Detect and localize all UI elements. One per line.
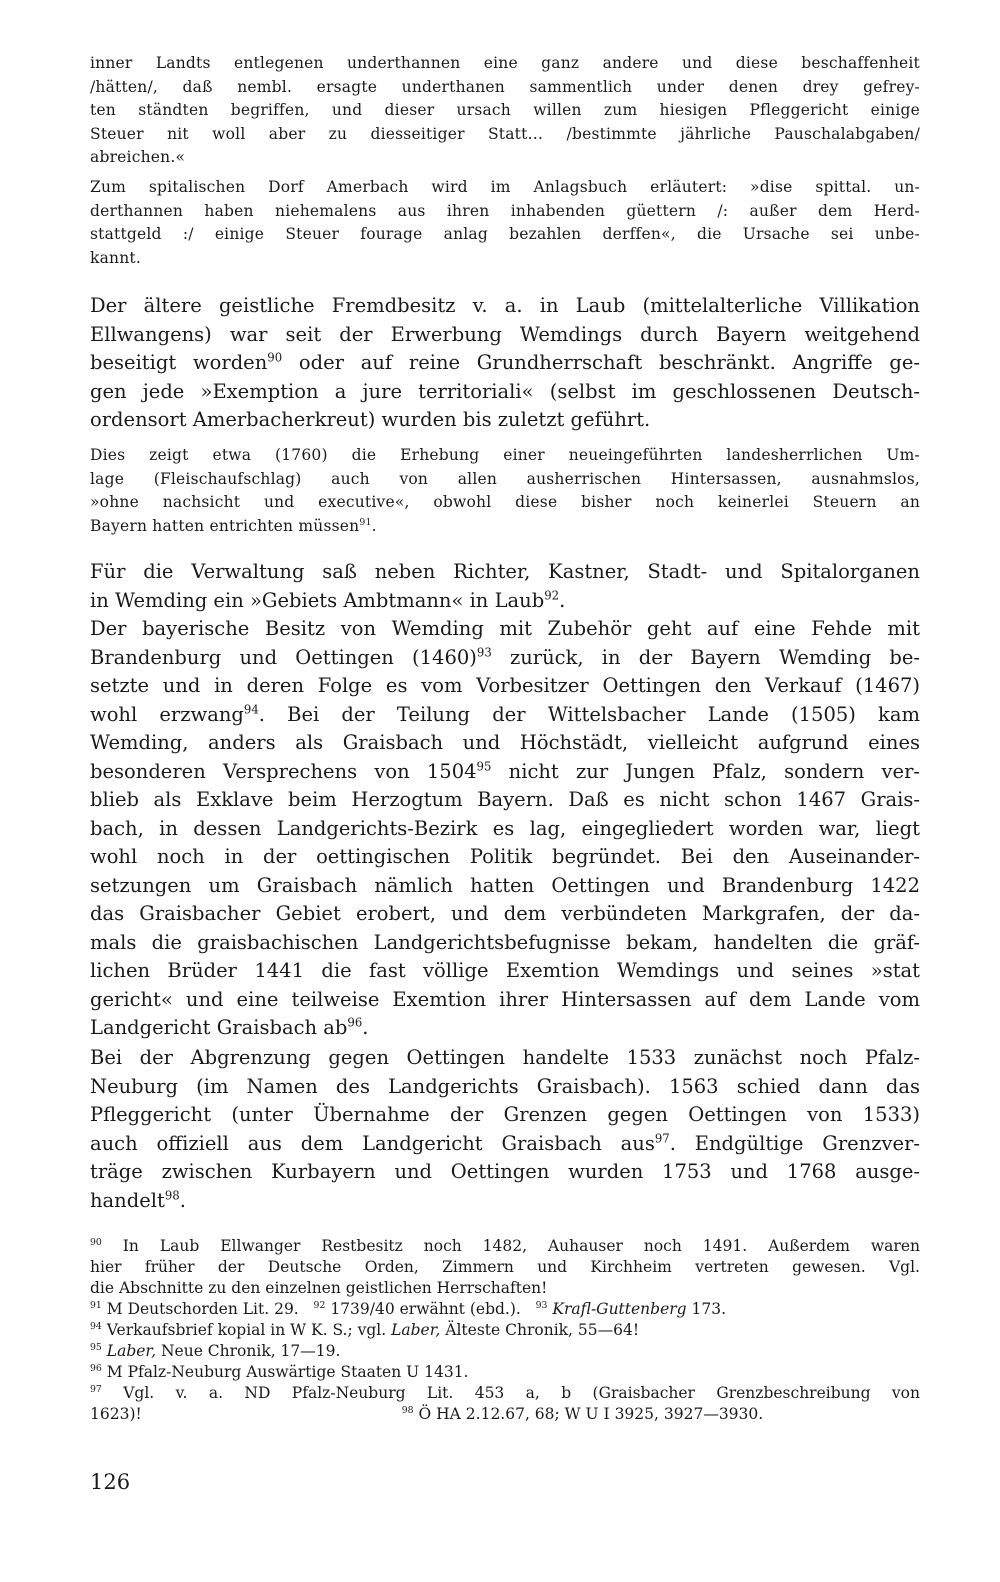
text-line: Bei der Abgrenzung gegen Oettingen handelte 1533 zunächst noch Pfalz-: [90, 1046, 920, 1069]
text-line: beseitigt worden$^{90}$ oder auf reine Grundherrschaft beschränkt. Angriffe ge-: [90, 350, 920, 374]
footnote-97-98: 1623)! $^{98}$ Ö HA 2.12.67, 68; W U I 3925, 3927—3930.: [90, 1404, 764, 1423]
small-note-fleischaufschlag: [90, 444, 920, 538]
footnote-ref: 95: [476, 759, 492, 773]
footnote-ref: 97: [654, 1131, 670, 1145]
paragraph-administration: [90, 558, 920, 615]
text-line: in Wemding ein »Gebiets Ambtmann« in Laub$^{92}$.: [90, 588, 566, 612]
footnote-97: $^{97}$ Vgl. v. a. ND Pfalz-Neuburg Lit. 453 a, b (Graisbacher Grenzbeschreibung von: [90, 1383, 920, 1402]
text-line: /hätten/, daß nembl. ersagte underthanen sammentlich under denen drey gefrey-: [90, 77, 920, 96]
text-line: kannt.: [90, 248, 141, 267]
text-line: ten ständten begriffen, und dieser ursach willen zum hiesigen Pfleggericht einige: [90, 101, 920, 119]
text-line: lichen Brüder 1441 die fast völlige Exemtion Wemdings und seines »stat: [90, 959, 920, 982]
quote-block: [90, 52, 920, 170]
text-line: Zum spitalischen Dorf Amerbach wird im Anlagsbuch erläutert: »dise spittal. un-: [90, 178, 920, 196]
text-line: derthannen haben niehemalens aus ihren inhabenden güettern /: außer dem Herd-: [90, 201, 920, 220]
text-line: wohl noch in der oettingischen Politik begründet. Bei den Auseinander-: [90, 845, 920, 868]
text-line: die Abschnitte zu den einzelnen geistlichen Herrschaften!: [90, 1279, 548, 1297]
footnote-ref: 94: [243, 702, 259, 716]
text-line: wohl erzwang$^{94}$. Bei der Teilung der Wittelsbacher Lande (1505) kam: [90, 702, 920, 726]
footnote-ref: 98: [164, 1188, 180, 1202]
footnote-ref: 96: [347, 1015, 363, 1030]
text-line: hier früher der Deutsche Orden, Zimmern und Kirchheim vertreten gewesen. Vgl.: [90, 1258, 920, 1276]
text-line: handelt$^{98}$.: [90, 1188, 186, 1212]
text-line: blieb als Exklave beim Herzogtum Bayern. Daß es nicht schon 1467 Grais-: [90, 788, 920, 811]
text-line: Pfleggericht (unter Übernahme der Grenzen gegen Oettingen von 1533): [90, 1103, 920, 1126]
text-line: setzungen um Graisbach nämlich hatten Oettingen und Brandenburg 1422: [90, 873, 920, 897]
footnote-96: $^{96}$ M Pfalz-Neuburg Auswärtige Staaten U 1431.: [90, 1362, 469, 1381]
text-line: lage (Fleischaufschlag) auch von allen ausherrischen Hintersassen, ausnahmslos,: [90, 469, 920, 488]
text-line: inner Landts entlegenen underthannen eine ganz andere und diese beschaffenheit: [90, 54, 920, 72]
text-line: mals die graisbachischen Landgerichtsbefugnisse bekam, handelten die gräf-: [90, 930, 920, 954]
footnote-94: $^{94}$ Verkaufsbrief kopial in W K. S.; vgl. Laber, Älteste Chronik, 55—64!: [90, 1320, 640, 1339]
text-line: Der bayerische Besitz von Wemding mit Zubehör geht auf eine Fehde mit: [90, 617, 920, 640]
text-line: besonderen Versprechens von 1504$^{95}$ nicht zur Jungen Pfalz, sondern ver-: [90, 759, 920, 783]
text-line: träge zwischen Kurbayern und Oettingen wurden 1753 und 1768 ausge-: [90, 1160, 920, 1183]
footnotes: [90, 1236, 920, 1425]
text-line: Für die Verwaltung saß neben Richter, Kastner, Stadt- und Spitalorganen: [90, 560, 920, 583]
text-line: abreichen.«: [90, 148, 186, 166]
footnote-ref: 92: [544, 588, 560, 602]
text-line: Landgericht Graisbach $ab^{96}$.: [90, 1015, 369, 1039]
text-line: Steuer nit woll aber zu diesseitiger Statt… /bestimmte jährliche Pauschalabgaben/: [90, 124, 920, 143]
text-line: auch offiziell aus dem Landgericht Graisbach aus$^{97}$. Endgültige Grenzver-: [90, 1131, 920, 1155]
text-line: gen jede »Exemption a jure territoriali« (selbst im geschlossenen Deutsch-: [90, 379, 920, 403]
footnote-ref: 91: [359, 516, 372, 528]
text-line: Wemding, anders als Graisbach und Höchstädt, vielleicht aufgrund eines: [90, 731, 920, 754]
text-line: setzte und in deren Folge es vom Vorbesitzer Oettingen den Verkauf (1467): [90, 674, 920, 697]
text-line: Dies zeigt etwa (1760) die Erhebung einer neueingeführten landesherrlichen Um-: [90, 446, 920, 464]
page-number: 126: [90, 1470, 131, 1494]
paragraph-foreign-ownership: [90, 292, 920, 435]
text-line: ordensort Amerbacherkreut) wurden bis zuletzt geführt.: [90, 408, 651, 431]
text-line: das Graisbacher Gebiet erobert, und dem verbündeten Markgrafen, der da-: [90, 902, 920, 925]
text-line: stattgeld :/ einige Steuer fourage anlag bezahlen derffen«, die Ursache sei unbe-: [90, 225, 920, 243]
paragraph-oettingen-border: [90, 1044, 920, 1215]
footnote-ref: 93: [476, 645, 492, 659]
footnote-95: $^{95}$ Laber, Neue Chronik, 17—19.: [90, 1341, 341, 1360]
text-line: Bayern hatten entrichten müssen$^{91}$.: [90, 516, 377, 535]
text-line: Der ältere geistliche Fremdbesitz v. a. in Laub (mittelalterliche Villikation: [90, 294, 920, 317]
text-line: Brandenburg und Oettingen $(1460)^{93}$ zurück, in der Bayern Wemding be-: [90, 645, 920, 669]
paragraph-bavarian-possession: [90, 615, 920, 1043]
spital-note: [90, 176, 920, 270]
text-line: Ellwangens) war seit der Erwerbung Wemdings durch Bayern weitgehend: [90, 322, 920, 346]
footnote-ref: 90: [267, 350, 283, 365]
footnotes-91-93: $^{91}$ M Deutschorden Lit. 29. $^{92}$ 1739/40 erwähnt (ebd.). $^{93}$ Krafl-Guttenberg 173.: [90, 1299, 727, 1318]
text-line: bach, in dessen Landgerichts-Bezirk es lag, eingegliedert worden war, liegt: [90, 816, 920, 840]
text-line: »ohne nachsicht und executive«, obwohl diese bisher noch keinerlei Steuern an: [90, 493, 920, 511]
text-line: Neuburg (im Namen des Landgerichts Graisbach). 1563 schied dann das: [90, 1074, 920, 1098]
footnote-90: $^{90}$ In Laub Ellwanger Restbesitz noch 1482, Auhauser noch 1491. Außerdem waren: [90, 1236, 920, 1255]
text-line: gericht« und eine teilweise Exemtion ihrer Hintersassen auf dem Lande vom: [90, 987, 920, 1011]
